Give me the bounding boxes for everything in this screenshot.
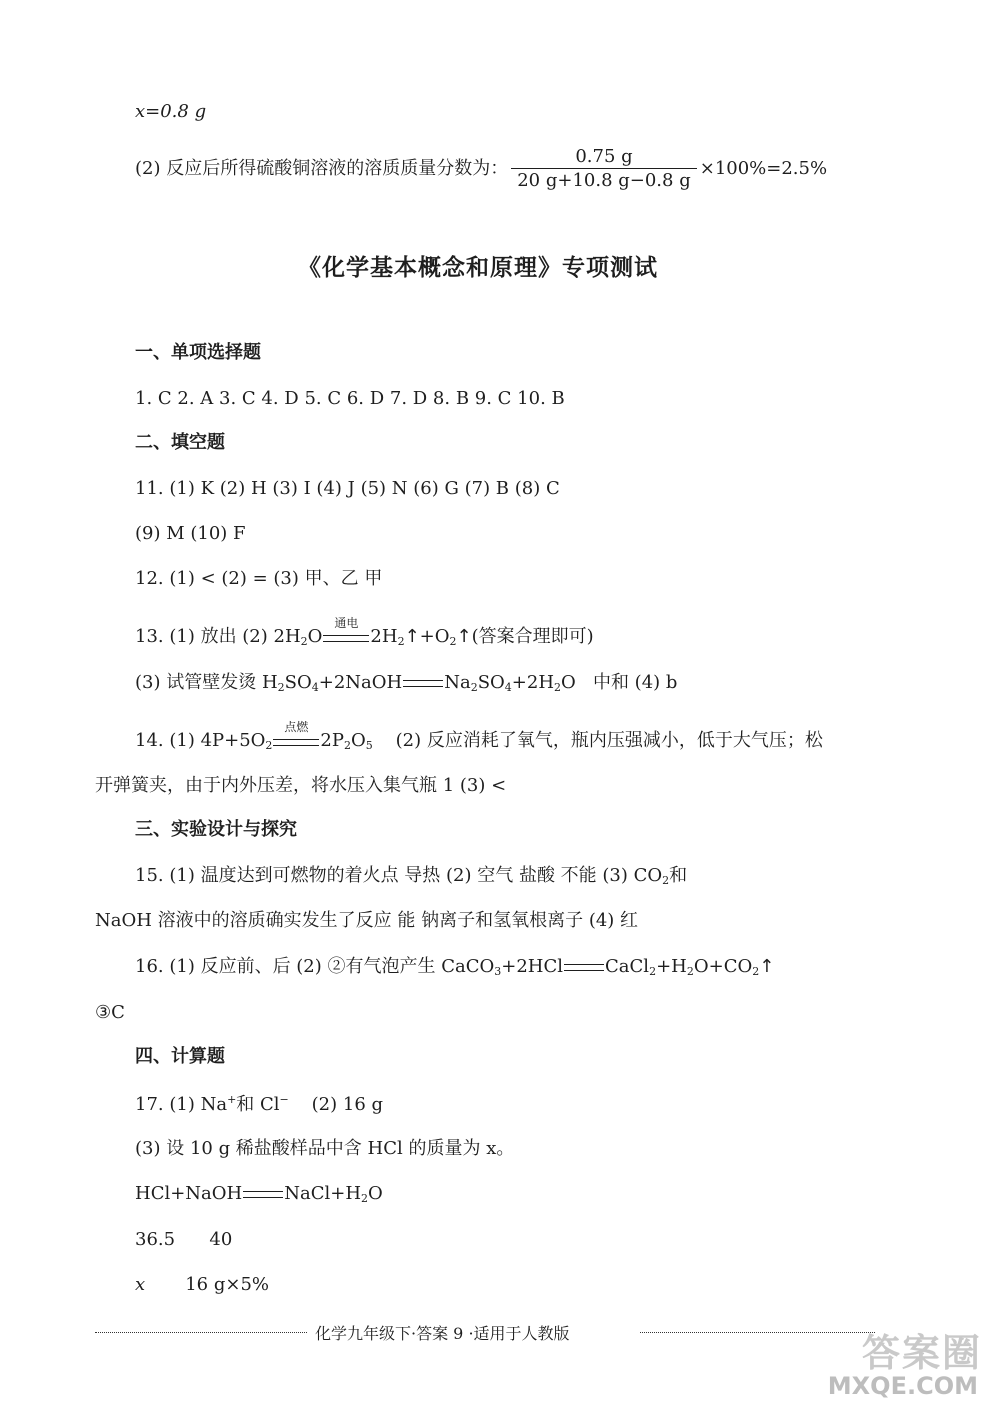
watermark-logo: 答案圈 xyxy=(861,1331,982,1375)
q16-text: 16. (1) 反应前、后 (2) ②有气泡产生 CaCO xyxy=(135,956,495,977)
q13-part3-suffix: 中和 (4) b xyxy=(592,672,678,693)
result-x-line xyxy=(135,103,206,121)
q17-prefix: 17. (1) Na xyxy=(135,1094,228,1115)
watermark-url: MXQE.COM xyxy=(827,1372,978,1400)
q15-text: 15. (1) 温度达到可燃物的着火点 导热 (2) 空气 盐酸 不能 (3) CO xyxy=(135,865,663,886)
q16-line-2: ③C xyxy=(95,1002,125,1023)
footer-rule-left xyxy=(95,1332,307,1333)
section-heading-single-choice: 一、单项选择题 xyxy=(135,342,261,363)
q13-part3-prefix: (3) 试管壁发烫 H xyxy=(135,672,278,693)
q14-part2: (2) 反应消耗了氧气，瓶内压强减小，低于大气压；松 xyxy=(395,730,823,751)
q17-ratio-line-1: 36.5 40 xyxy=(135,1229,233,1250)
equation-right: NaCl+H xyxy=(284,1183,362,1204)
result-x-text: x=0.8 g xyxy=(135,101,207,122)
q17-line-1: 17. (1) Na+和 Cl− (2) 16 g xyxy=(135,1093,384,1115)
equals-sign xyxy=(564,964,604,971)
q17-ratio-line-2 xyxy=(135,1276,269,1294)
section-heading-experiment: 三、实验设计与探究 xyxy=(135,819,297,840)
fraction-denominator: 20 g+10.8 g−0.8 g xyxy=(517,170,691,191)
q13-prefix: 13. (1) 放出 (2) 2H xyxy=(135,626,301,647)
q11-line-1: 11. (1) K (2) H (3) I (4) J (5) N (6) G (7) B (8) C xyxy=(135,478,560,499)
section-heading-calculation: 四、计算题 xyxy=(135,1046,225,1067)
page-footer xyxy=(95,1318,875,1348)
equation-left: HCl+NaOH xyxy=(135,1183,243,1204)
ratio-value: 16 g×5% xyxy=(185,1274,270,1295)
single-choice-answers: 1. C 2. A 3. C 4. D 5. C 6. D 7. D 8. B 9. C 10. B xyxy=(135,388,565,409)
mass-fraction-line xyxy=(135,148,827,190)
condition-label: 通电 xyxy=(334,616,359,630)
q17-line-2: (3) 设 10 g 稀盐酸样品中含 HCl 的质量为 x。 xyxy=(135,1138,515,1159)
fraction-numerator: 0.75 g xyxy=(511,148,697,169)
q13-line-1: 13. (1) 放出 (2) $2H_2O$ 通电 $2H_2↑+O_2↑$(答案合理即可) xyxy=(135,616,594,648)
q14-prefix: 14. (1) 4P+5O xyxy=(135,730,266,751)
q12-line: 12. (1) < (2) = (3) 甲、乙 甲 xyxy=(135,568,383,589)
q17-mid: 和 Cl xyxy=(236,1094,280,1115)
gas-arrow-icon: ↑ xyxy=(404,626,420,647)
q17-equation: HCl+NaOH $NaCl+H_2O$ xyxy=(135,1183,383,1205)
electrolysis-condition xyxy=(323,616,369,647)
watermark xyxy=(797,1322,982,1402)
page-title: 《化学基本概念和原理》专项测试 xyxy=(298,255,658,281)
q14-line-1: 14. (1) $4P+5O_2$ 点燃 $2P_2O_5$ (2) 反应消耗了氧气，瓶内压强减小，低于大气压；松 xyxy=(135,720,823,752)
equals-sign xyxy=(403,680,443,687)
q16-line-1: 16. (1) 反应前、后 (2) ②有气泡产生 CaCO$_3$+2HCl $CaCl_2+H_2O+CO_2↑$ xyxy=(135,956,775,978)
q15-end: 和 xyxy=(669,865,688,886)
q11-line-2: (9) M (10) F xyxy=(135,523,246,544)
q13-line-2: (3) 试管壁发烫 $H_2SO_4+2NaOH$ $Na_2SO_4+2H_2O$ 中和 (4) b xyxy=(135,672,678,694)
q13-note: (答案合理即可) xyxy=(471,626,594,647)
gas-arrow-icon: ↑ xyxy=(456,626,472,647)
q14-line-2: 开弹簧夹，由于内外压差，将水压入集气瓶 1 (3) < xyxy=(95,775,507,796)
section-heading-fill-in: 二、填空题 xyxy=(135,432,225,453)
gas-arrow-icon: ↑ xyxy=(759,956,775,977)
equals-sign xyxy=(243,1191,283,1198)
condition-label: 点燃 xyxy=(284,720,309,734)
q17-part2: (2) 16 g xyxy=(311,1094,384,1115)
mass-fraction-suffix: ×100%=2.5% xyxy=(699,158,828,179)
mass-fraction-prefix: (2) 反应后所得硫酸铜溶液的溶质质量分数为： xyxy=(135,158,509,179)
q15-line-1: 15. (1) 温度达到可燃物的着火点 导热 (2) 空气 盐酸 不能 (3) $CO_2$和 xyxy=(135,865,688,887)
q15-line-2: NaOH 溶液中的溶质确实发生了反应 能 钠离子和氢氧根离子 (4) 红 xyxy=(95,910,639,931)
mass-fraction-fraction xyxy=(511,148,697,190)
ignition-condition xyxy=(273,720,319,751)
ratio-x: x xyxy=(135,1274,146,1295)
footer-text: 化学九年级下·答案 9 ·适用于人教版 xyxy=(315,1324,570,1343)
